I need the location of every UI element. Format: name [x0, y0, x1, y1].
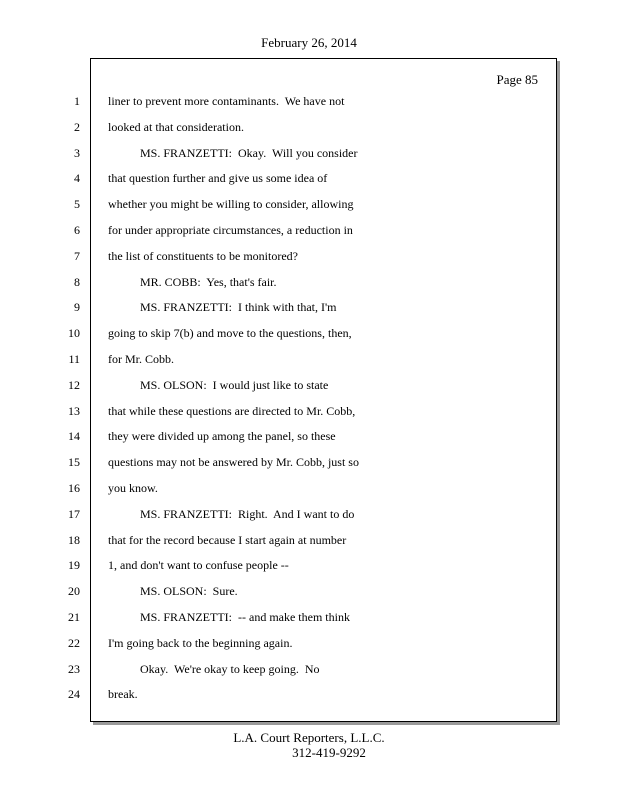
page-number: Page 85: [496, 72, 538, 87]
line-number: 4: [74, 171, 80, 185]
line-text: going to skip 7(b) and move to the questions, then,: [108, 326, 352, 340]
line-number: 9: [74, 300, 80, 314]
line-number: 19: [68, 558, 80, 572]
line-number: 15: [68, 455, 80, 469]
line-text: MR. COBB: Yes, that's fair.: [140, 275, 277, 289]
line-text: Okay. We're okay to keep going. No: [140, 662, 320, 676]
line-number: 18: [68, 533, 80, 547]
line-text: questions may not be answered by Mr. Cobb, just so: [108, 455, 359, 469]
line-number: 1: [74, 94, 80, 108]
line-number: 3: [74, 146, 80, 160]
line-text: 1, and don't want to confuse people --: [108, 558, 289, 572]
line-number: 11: [68, 352, 80, 366]
line-text: they were divided up among the panel, so these: [108, 429, 336, 443]
line-text: liner to prevent more contaminants. We have not: [108, 94, 345, 108]
line-text: looked at that consideration.: [108, 120, 244, 134]
line-text: MS. FRANZETTI: Right. And I want to do: [140, 507, 355, 521]
line-text: that while these questions are directed to Mr. Cobb,: [108, 404, 356, 418]
line-text: for Mr. Cobb.: [108, 352, 174, 366]
footer: [0, 730, 618, 760]
line-text: you know.: [108, 481, 158, 495]
line-text: MS. OLSON: I would just like to state: [140, 378, 329, 392]
line-number: 7: [74, 249, 80, 263]
line-text: that question further and give us some idea of: [108, 171, 328, 185]
line-number: 17: [68, 507, 80, 521]
line-number: 8: [74, 275, 80, 289]
line-text: for under appropriate circumstances, a reduction in: [108, 223, 353, 237]
line-text: MS. OLSON: Sure.: [140, 584, 238, 598]
line-number: 2: [74, 120, 80, 134]
line-number: 24: [68, 687, 80, 701]
line-number: 22: [68, 636, 80, 650]
line-text: MS. FRANZETTI: Okay. Will you consider: [140, 146, 358, 160]
line-number: 6: [74, 223, 80, 237]
line-number: 14: [68, 429, 80, 443]
line-number: 5: [74, 197, 80, 211]
footer-company: L.A. Court Reporters, L.L.C.: [233, 730, 385, 745]
line-text: that for the record because I start again at number: [108, 533, 347, 547]
line-text: I'm going back to the beginning again.: [108, 636, 293, 650]
line-number: 10: [68, 326, 80, 340]
line-text: whether you might be willing to consider, allowing: [108, 197, 354, 211]
line-number: 20: [68, 584, 80, 598]
line-text: the list of constituents to be monitored?: [108, 249, 298, 263]
line-number: 13: [68, 404, 80, 418]
line-text: MS. FRANZETTI: -- and make them think: [140, 610, 350, 624]
line-number: 16: [68, 481, 80, 495]
line-number: 12: [68, 378, 80, 392]
line-number: 21: [68, 610, 80, 624]
line-text: break.: [108, 687, 138, 701]
line-number: 23: [68, 662, 80, 676]
footer-phone: 312-419-9292: [292, 745, 366, 760]
header-date: February 26, 2014: [261, 35, 357, 50]
line-text: MS. FRANZETTI: I think with that, I'm: [140, 300, 337, 314]
